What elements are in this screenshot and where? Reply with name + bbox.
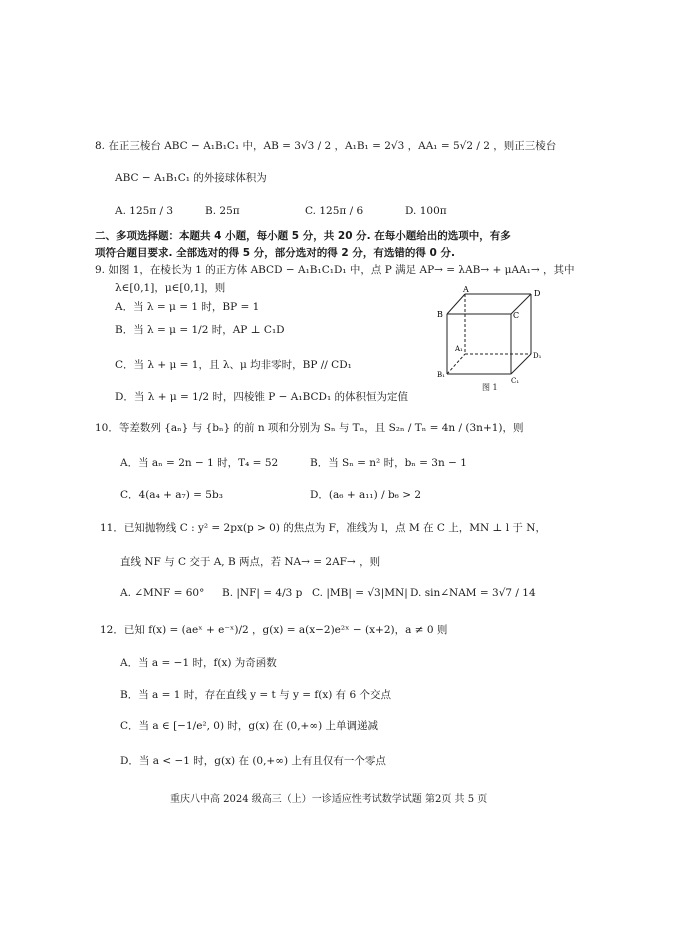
q9-stem: 9. 如图 1，在棱长为 1 的正方体 ABCD − A₁B₁C₁D₁ 中，点 P 满足 AP→ = λAB→ + μAA₁→ ，其中 [95, 264, 575, 276]
q9-stem-2: λ∈[0,1]，μ∈[0,1]，则 [115, 282, 226, 294]
q11-option-c: C. |MB| = √3|MN| [312, 587, 408, 599]
cube-figure [435, 284, 555, 396]
q9-option-c: C．当 λ + μ = 1，且 λ、μ 均非零时，BP // CD₁ [115, 359, 352, 371]
cube-label-a1: A₁ [455, 345, 463, 353]
q11-option-b: B. |NF| = 4/3 p [222, 587, 303, 599]
q8-option-d: D. 100π [405, 205, 447, 217]
q9-option-a: A．当 λ = μ = 1 时，BP = 1 [115, 301, 260, 313]
q11-stem: 11．已知抛物线 C : y² = 2px(p > 0) 的焦点为 F，准线为 l，点 M 在 C 上，MN ⊥ l 于 N， [100, 522, 546, 534]
page-footer: 重庆八中高 2024 级高三（上）一诊适应性考试数学试题 第2页 共 5 页 [170, 794, 488, 805]
q12-option-b: B．当 a = 1 时，存在直线 y = t 与 y = f(x) 有 6 个交点 [120, 689, 392, 701]
q11-stem-2: 直线 NF 与 C 交于 A, B 两点，若 NA→ = 2AF→ ，则 [120, 556, 381, 568]
cube-label-d: D [534, 289, 541, 298]
q10-option-c: C．4(a₄ + a₇) = 5b₃ [120, 489, 223, 501]
q12-option-d: D．当 a < −1 时，g(x) 在 (0,+∞) 上有且仅有一个零点 [120, 755, 386, 767]
q10-option-d: D．(a₆ + a₁₁) / b₆ > 2 [310, 489, 422, 501]
q8-stem: 8. 在正三棱台 ABC − A₁B₁C₁ 中，AB = 3√3 / 2 ，A₁B₁ = 2√3 ，AA₁ = 5√2 / 2 ，则正三棱台 [95, 140, 557, 152]
q12-stem: 12．已知 f(x) = (aeˣ + e⁻ˣ)/2 ，g(x) = a(x−2)e²ˣ − (x+2)，a ≠ 0 则 [100, 624, 448, 636]
cube-label-c: C [513, 311, 520, 320]
q8-option-c: C. 125π / 6 [305, 205, 364, 217]
cube-label-c1: C₁ [511, 377, 520, 385]
q11-option-a: A. ∠MNF = 60° [120, 587, 205, 599]
q8-stem-2: ABC − A₁B₁C₁ 的外接球体积为 [115, 172, 267, 184]
q12-option-a: A．当 a = −1 时，f(x) 为奇函数 [120, 657, 277, 669]
cube-label-a: A [463, 285, 469, 294]
q8-option-b: B. 25π [205, 205, 240, 217]
section-heading-line-2: 项符合题目要求. 全部选对的得 5 分，部分选对的得 2 分，有选错的得 0 分. [95, 247, 455, 259]
cube-label-d1: D₁ [533, 352, 542, 360]
q8-option-a: A. 125π / 3 [115, 205, 174, 217]
q12-option-c: C．当 a ∈ [−1/e², 0) 时，g(x) 在 (0,+∞) 上单调递减 [120, 720, 379, 732]
cube-label-b: B [437, 310, 443, 319]
figure-caption: 图 1 [482, 383, 498, 392]
q10-stem: 10．等差数列 {aₙ} 与 {bₙ} 的前 n 项和分别为 Sₙ 与 Tₙ，且 S₂ₙ / Tₙ = 4n / (3n+1)，则 [95, 422, 524, 434]
section-heading-line-1: 二、多项选择题：本题共 4 小题，每小题 5 分，共 20 分. 在每小题给出的选项中，有多 [95, 230, 511, 242]
q10-option-b: B．当 Sₙ = n² 时，bₙ = 3n − 1 [310, 457, 467, 469]
q11-option-d: D. sin∠NAM = 3√7 / 14 [410, 587, 536, 599]
q9-option-b: B．当 λ = μ = 1/2 时，AP ⊥ C₁D [115, 324, 285, 336]
cube-label-b1: B₁ [437, 371, 445, 379]
q10-option-a: A．当 aₙ = 2n − 1 时，T₄ = 52 [120, 457, 279, 469]
q9-option-d: D．当 λ + μ = 1/2 时，四棱锥 P − A₁BCD₁ 的体积恒为定值 [115, 391, 408, 403]
